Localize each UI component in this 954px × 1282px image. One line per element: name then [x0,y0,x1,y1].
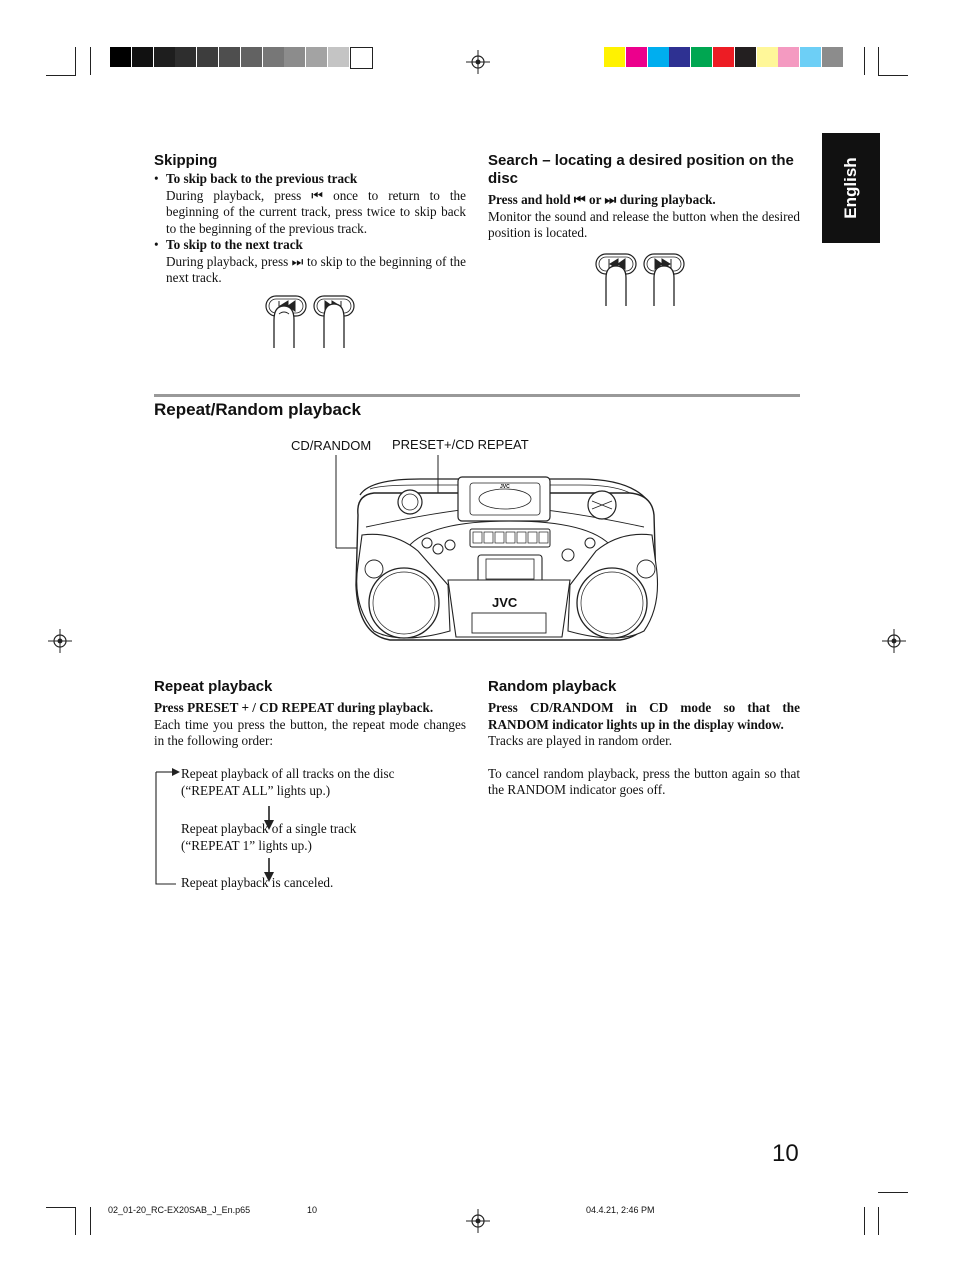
color-swatch [669,47,690,67]
search-instruction: Press and hold ⏮ or ⏭ during playback. [488,192,716,207]
color-swatch [778,47,799,67]
color-swatch [626,47,647,67]
skipping-heading: Skipping [154,152,218,169]
grayscale-swatch [284,47,305,67]
grayscale-swatch [175,47,196,67]
section-divider [154,394,800,397]
repeat-step-1-line2: (“REPEAT ALL” lights up.) [181,782,331,798]
crosshair-top-icon [466,50,490,74]
search-buttons-illustration [592,250,692,308]
language-tab [822,133,880,243]
repeat-step-3-line1: Repeat playback is canceled. [181,875,334,890]
footer-timestamp: 04.4.21, 2:46 PM [586,1205,655,1215]
device-brand-text: JVC [492,595,518,610]
color-swatch [691,47,712,67]
lid-brand-text: JVC [500,484,510,490]
footer-file: 02_01-20_RC-EX20SAB_J_En.p65 [108,1205,251,1215]
language-tab-label: English [841,157,860,219]
crosshair-right-icon [882,629,906,653]
grayscale-swatch [110,47,131,67]
footer-page: 10 [307,1205,318,1215]
grayscale-swatch [132,47,153,67]
repeat-step-2 [181,821,356,854]
grayscale-swatch [197,47,218,67]
color-swatch [735,47,756,67]
grayscale-swatch [219,47,240,67]
search-body [488,192,800,242]
random-instruction: Press CD/RANDOM in CD mode so that the RANDOM indicator lights up in the display window. [488,700,800,732]
search-text: Monitor the sound and release the button when the desired position is located. [488,208,800,240]
crosshair-bottom-icon [466,1209,490,1233]
color-swatch [800,47,821,67]
repeat-step-1-line1: Repeat playback of all tracks on the disc [181,766,395,781]
repeat-step-3 [181,875,333,892]
skipping-item2-text: During playback, press ⏭ to skip to the beginning of the next track. [166,253,466,285]
skipping-item2-title: To skip to the next track [166,237,303,252]
repeat-heading: Repeat playback [154,678,273,695]
repeat-step-2-line1: Repeat playback of a single track [181,821,357,836]
random-text-1: Tracks are played in random order. [488,733,673,748]
crosshair-left-icon [48,629,72,653]
page-number: 10 [772,1140,799,1167]
preset-repeat-label: PRESET+/CD REPEAT [392,437,529,452]
random-text-2: To cancel random playback, press the button again so that the RANDOM indicator goes off. [488,765,800,797]
repeat-text: Each time you press the button, the repeat mode changes in the following order: [154,716,466,748]
grayscale-swatch [263,47,284,67]
cd-random-label: CD/RANDOM [291,438,372,453]
repeat-random-heading: Repeat/Random playback [154,400,361,419]
repeat-step-1 [181,766,395,799]
skipping-item1-text: During playback, press ⏮ once to return to the beginning of the current track, press twice to skip back to the beginning of the previous track. [166,187,466,236]
repeat-body [154,700,466,750]
color-swatch [757,47,778,67]
grayscale-swatch [154,47,175,67]
random-heading: Random playback [488,678,617,695]
color-swatch [604,47,625,67]
skip-buttons-illustration [262,292,362,350]
grayscale-swatch [241,47,262,67]
skipping-item1-title: To skip back to the previous track [166,171,358,186]
random-body [488,700,800,799]
boombox-illustration [330,455,665,650]
grayscale-swatch [306,47,327,67]
color-swatch [822,47,843,67]
skipping-body: • To skip back to the previous track During playback, press ⏮ once to return to the beginning of the current track, press twice to skip back to the beginning of the previous track. • To skip to the next track During playback, press ⏭ to skip to the beginning of the next track. [154,171,466,285]
grayscale-swatch [350,47,373,69]
search-heading: Search – locating a desired position on the disc [488,152,794,187]
repeat-step-2-line2: (“REPEAT 1” lights up.) [181,837,312,853]
color-swatch [648,47,669,67]
repeat-instruction: Press PRESET + / CD REPEAT during playback. [154,700,434,715]
color-swatch [713,47,734,67]
grayscale-swatch [328,47,349,67]
